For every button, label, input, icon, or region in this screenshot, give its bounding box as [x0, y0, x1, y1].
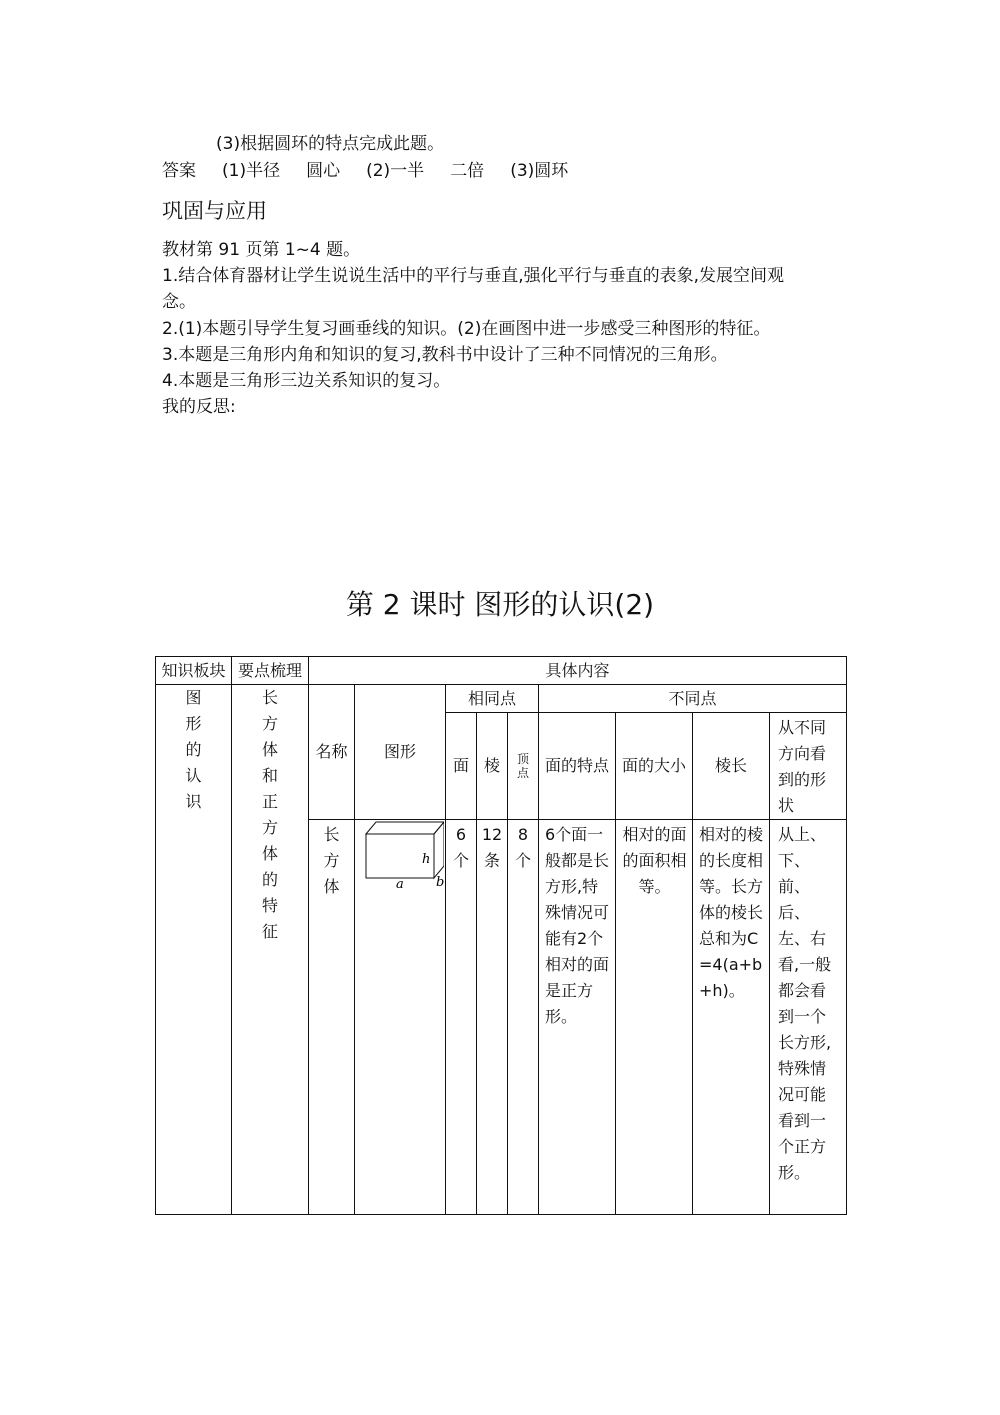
answer-2: 圆心 [306, 161, 341, 181]
header-face: 面 [446, 713, 477, 820]
points-cell [232, 685, 309, 1215]
header-same: 相同点 [446, 685, 539, 713]
header-edge: 棱 [477, 713, 508, 820]
lesson-title: 第 2 课时 图形的认识(2) [345, 588, 655, 621]
row-edge: 12条 [481, 825, 503, 870]
block-value: 图形的认识 [185, 688, 202, 811]
row-views: 从上、下、前、后、左、右看,一般都会看到一个长方形,特殊情况可能看到一个正方形。 [778, 825, 832, 1182]
section-line-4: 2.(1)本题引导学生复习画垂线的知识。(2)在画图中进一步感受三种图形的特征。 [162, 319, 771, 339]
row-name: 长方体 [323, 825, 340, 896]
answer-line [162, 160, 568, 182]
header-name: 名称 [309, 685, 355, 820]
row-name-cell [309, 820, 355, 1215]
row-vertex-cell [508, 820, 539, 1215]
row-views-cell [770, 820, 847, 1215]
hint-3: (3)根据圆环的特点完成此题。 [216, 134, 445, 154]
row-edge-length: 相对的棱的长度相等。长方体的棱长总和为C=4(a+b+h)。 [699, 825, 764, 1000]
cuboid-top-face [366, 822, 444, 834]
section-line-3: 念。 [162, 292, 196, 312]
section-heading: 巩固与应用 [162, 199, 267, 223]
row-vertex: 8个 [515, 825, 532, 870]
cuboid-side-face [434, 822, 444, 878]
row-face-size-cell [616, 820, 693, 1215]
section-line-1: 教材第 91 页第 1~4 题。 [162, 240, 361, 260]
points-value: 长方体和正方体的特征 [262, 688, 279, 941]
knowledge-table [155, 656, 847, 1215]
header-face-feature: 面的特点 [539, 713, 616, 820]
header-diff: 不同点 [539, 685, 847, 713]
section-line-6: 4.本题是三角形三边关系知识的复习。 [162, 371, 451, 391]
header-views-cell [770, 713, 847, 820]
header-content: 具体内容 [309, 657, 847, 685]
reflection-label: 我的反思: [162, 397, 236, 417]
label-a: a [396, 877, 404, 890]
row-edge-length-cell [693, 820, 770, 1215]
row-face-feature-cell [539, 820, 616, 1215]
header-edge-length: 棱长 [693, 713, 770, 820]
label-b: b [436, 875, 444, 890]
row-face-cell [446, 820, 477, 1215]
answer-label: 答案 [162, 161, 196, 181]
header-figure: 图形 [355, 685, 446, 820]
label-h: h [422, 852, 431, 867]
section-line-2: 1.结合体育器材让学生说说生活中的平行与垂直,强化平行与垂直的表象,发展空间观 [162, 266, 785, 286]
row-figure-cell [355, 820, 446, 1215]
row-face-size: 相对的面的面积相等。 [622, 825, 687, 896]
answer-3: (2)一半 [366, 161, 425, 181]
answer-5: (3)圆环 [510, 161, 569, 181]
row-face-feature: 6个面一般都是长方形,特殊情况可能有2个相对的面是正方形。 [545, 825, 610, 1026]
row-face: 6个 [453, 825, 470, 870]
header-vertex: 顶点 [517, 752, 530, 780]
answer-4: 二倍 [450, 161, 485, 181]
answer-1: (1)半径 [222, 161, 281, 181]
row-edge-cell [477, 820, 508, 1215]
block-cell [156, 685, 232, 1215]
header-block: 知识板块 [156, 657, 232, 685]
header-views: 从不同方向看到的形状 [778, 718, 827, 815]
section-line-5: 3.本题是三角形内角和知识的复习,教科书中设计了三种不同情况的三角形。 [162, 345, 728, 365]
cuboid-figure [356, 820, 444, 890]
header-face-size: 面的大小 [616, 713, 693, 820]
header-vertex-cell [508, 713, 539, 820]
header-points: 要点梳理 [232, 657, 309, 685]
